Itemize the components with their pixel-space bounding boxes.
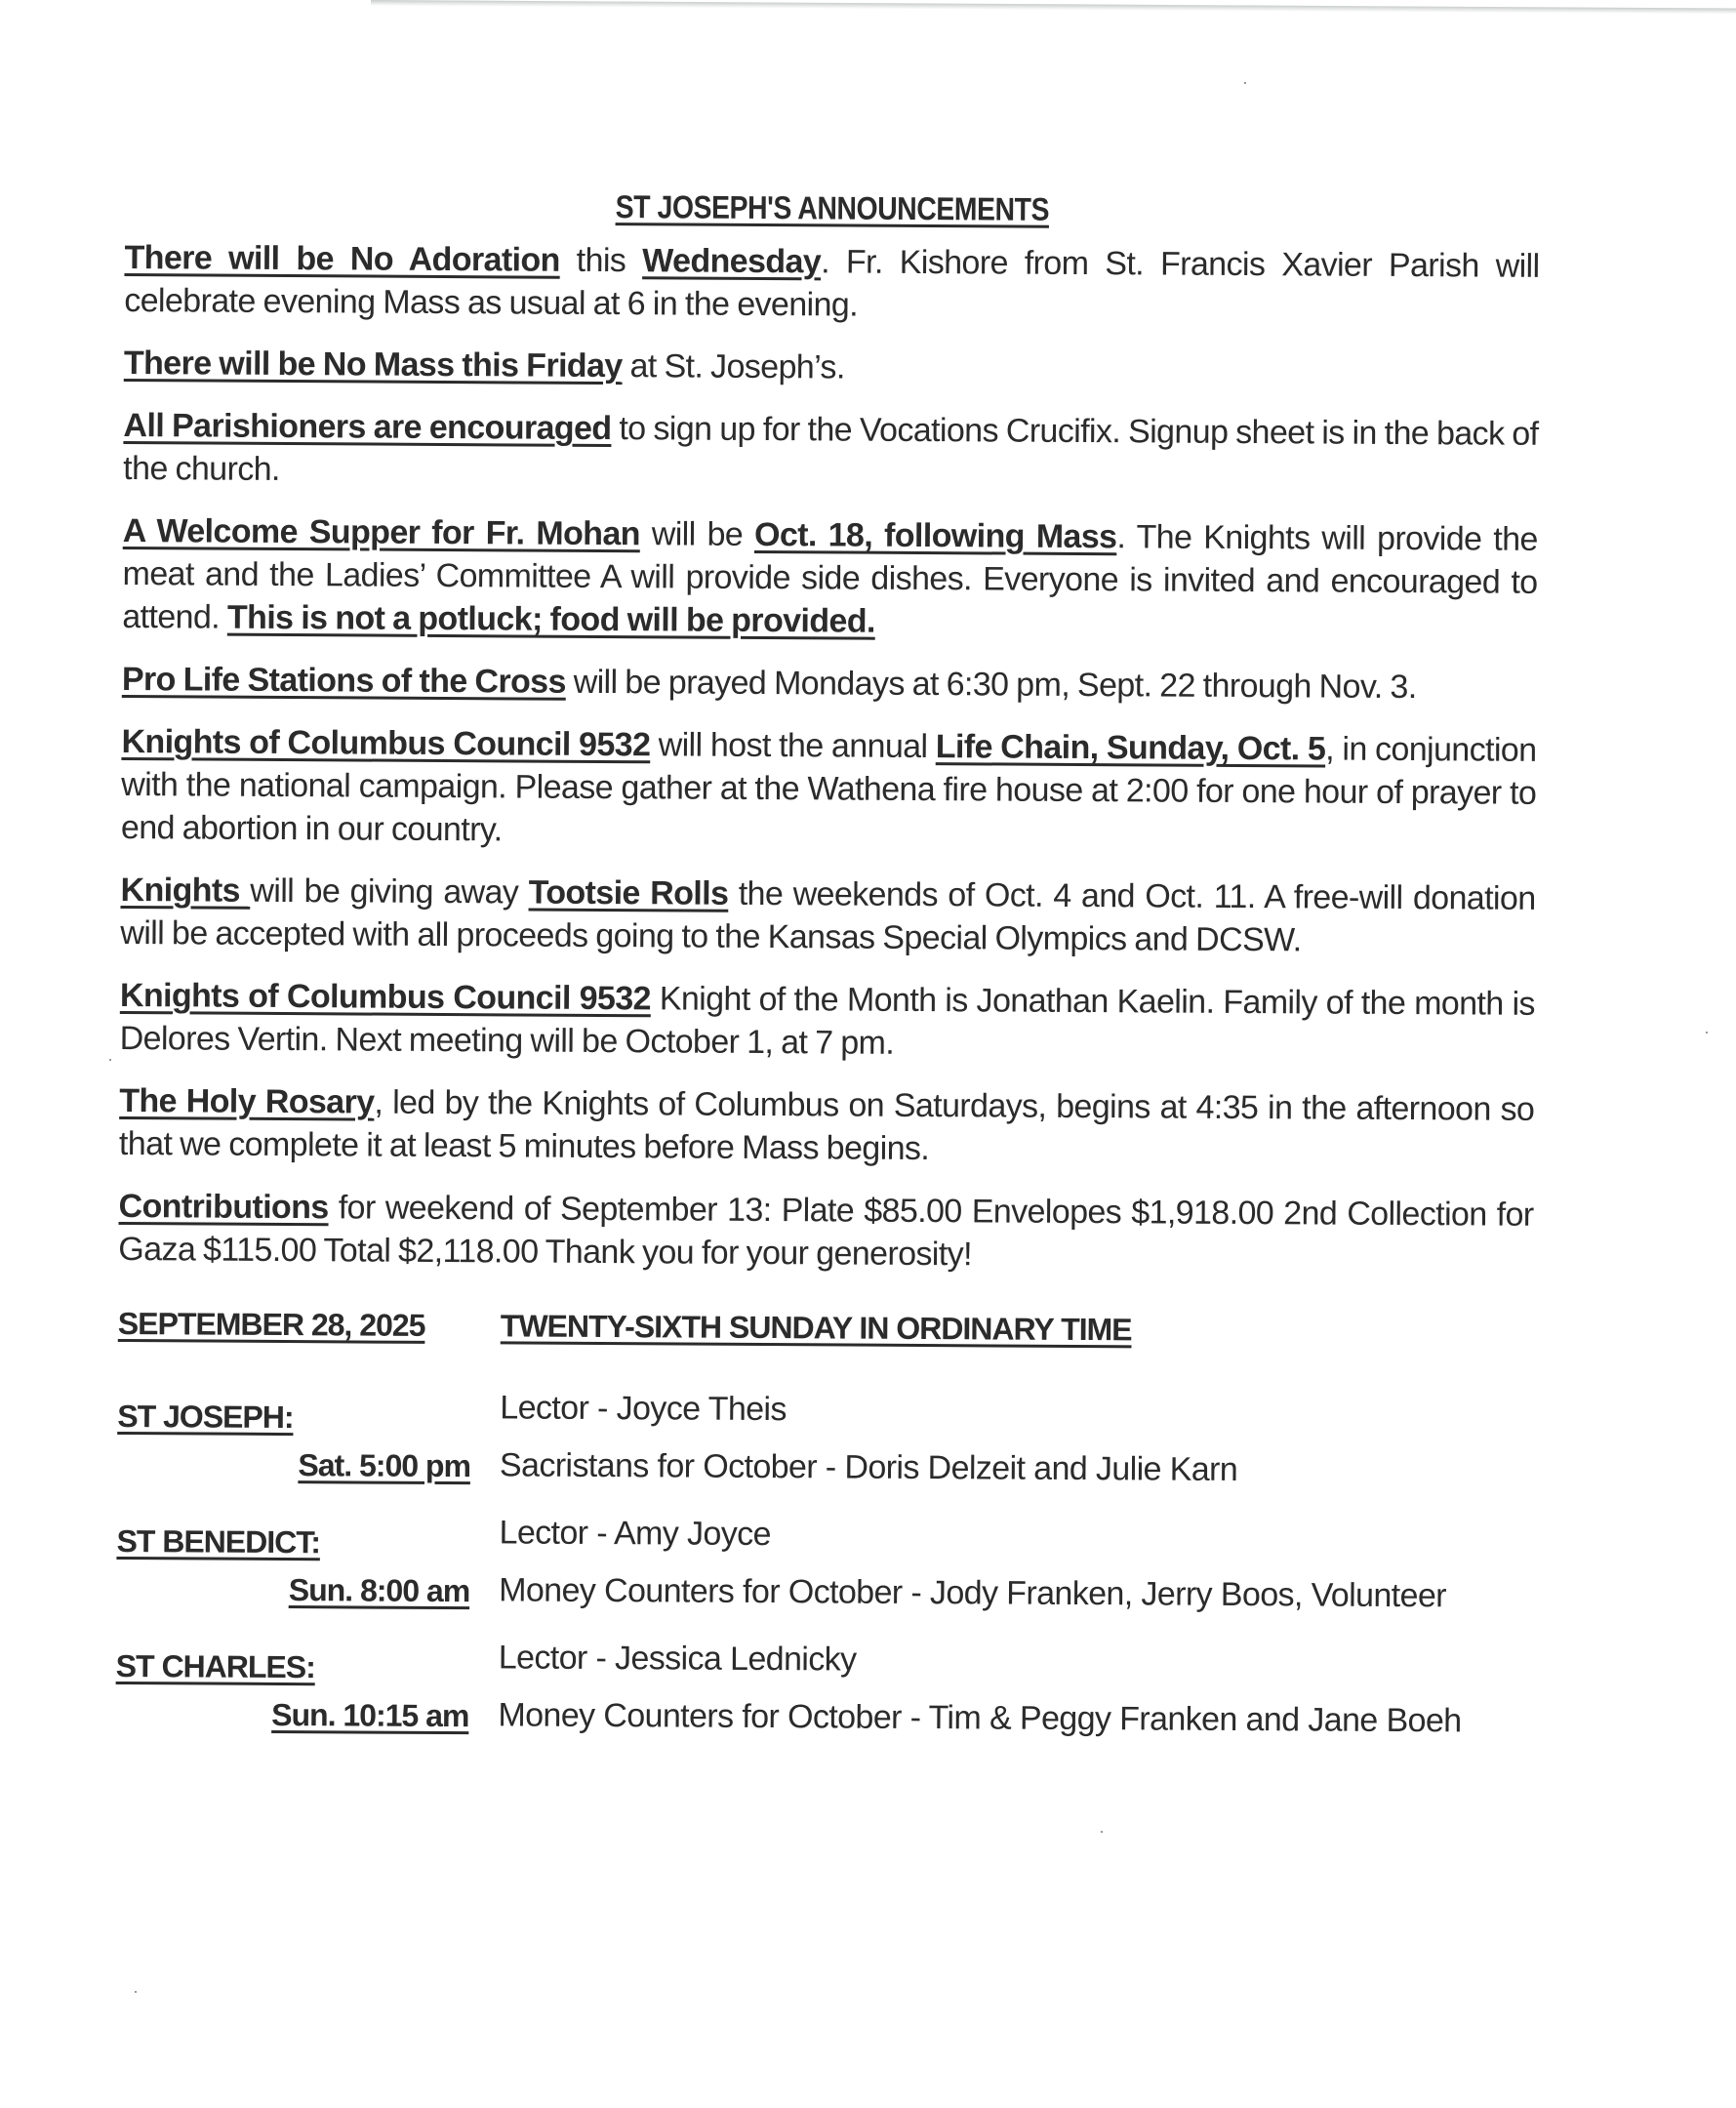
announcement-item <box>124 236 1540 331</box>
announcement-item <box>122 658 1537 709</box>
emphasized-text: This is not a potluck; food will be provided. <box>226 598 875 640</box>
announcement-text: will be <box>639 515 755 553</box>
announcement-item <box>118 1185 1534 1279</box>
announcement-text: . The Knights will provide the meat and the Ladies’ Committee A will provide side dishes. Everyone is invited and encouraged to attend. <box>122 518 1538 636</box>
church-name: ST BENEDICT: <box>116 1522 321 1561</box>
announcement-heading: There will be No Mass this Friday <box>123 344 623 385</box>
scan-speck <box>109 1059 111 1061</box>
church-block-st-charles <box>115 1639 1531 1741</box>
announcement-heading: A Welcome Supper for Fr. Mohan <box>122 511 641 553</box>
emphasized-text: Oct. 18, following Mass <box>753 515 1117 556</box>
ministry-line: Sacristans for October - Doris Delzeit and Julie Karn <box>499 1446 1238 1488</box>
announcement-item <box>123 404 1539 499</box>
announcement-text: to sign up for the Vocations Crucifix. Signup sheet is in the back of the church. <box>123 410 1539 488</box>
announcement-item <box>124 342 1539 393</box>
ministry-line: Money Counters for October - Jody Franken, Jerry Boos, Volunteer <box>499 1571 1447 1615</box>
scan-speck <box>135 1991 137 1993</box>
announcement-heading: Knights of Columbus Council 9532 <box>121 722 651 764</box>
schedule-date: SEPTEMBER 28, 2025 <box>117 1305 425 1343</box>
ministry-schedule <box>115 1306 1533 1741</box>
emphasized-text: Life Chain, Sunday, Oct. 5 <box>935 728 1326 768</box>
schedule-header <box>118 1306 1533 1351</box>
announcement-text: will be prayed Mondays at 6:30 pm, Sept. 22 through Nov. 3. <box>565 663 1417 707</box>
announcement-text: Knight of the Month is Jonathan Kaelin. Family of the month is Delores Vertin. Next meeting will be October 1, at 7 pm. <box>119 980 1536 1062</box>
ministry-line: Lector - Jessica Lednicky <box>498 1639 857 1679</box>
announcement-heading: Knights <box>120 871 251 910</box>
ministry-line: Lector - Joyce Theis <box>500 1389 787 1429</box>
announcement-page <box>115 185 1540 1772</box>
announcement-text: , led by the Knights of Columbus on Saturdays, begins at 4:35 in the afternoon so that we complete it at least 5 minutes before Mass begins. <box>118 1083 1535 1168</box>
announcement-text: . Fr. Kishore from St. Francis Xavier Parish will celebrate evening Mass as usual at 6 in the evening. <box>124 243 1540 324</box>
announcement-text: this <box>559 241 643 280</box>
scan-edge-artifact <box>371 0 1736 15</box>
announcement-item <box>122 509 1538 647</box>
church-row <box>117 1446 1532 1491</box>
announcement-heading: All Parishioners are encouraged <box>123 406 612 448</box>
mass-time: Sat. 5:00 pm <box>298 1447 471 1484</box>
announcement-heading: Contributions <box>118 1187 329 1227</box>
church-row <box>116 1639 1531 1693</box>
announcement-item <box>120 869 1536 963</box>
announcement-heading: There will be No Adoration <box>124 238 560 279</box>
announcement-text: for weekend of September 13: Plate $85.00 Envelopes $1,918.00 2nd Collection for Gaza $115.00 Total $2,118.00 Thank you for your generosity! <box>118 1189 1534 1274</box>
announcement-heading: Pro Life Stations of the Cross <box>121 660 566 701</box>
mass-time: Sun. 10:15 am <box>271 1696 469 1734</box>
church-row <box>117 1389 1532 1443</box>
page-title: ST JOSEPH'S ANNOUNCEMENTS <box>615 188 1050 227</box>
schedule-occasion: TWENTY-SIXTH SUNDAY IN ORDINARY TIME <box>500 1308 1132 1348</box>
emphasized-text: Wednesday <box>642 242 822 281</box>
church-row <box>115 1696 1530 1741</box>
ministry-line: Money Counters for October - Tim & Peggy Franken and Jane Boeh <box>498 1696 1462 1740</box>
church-row <box>116 1514 1531 1568</box>
church-name: ST CHARLES: <box>115 1647 315 1685</box>
announcement-item <box>120 974 1536 1069</box>
scan-speck <box>1244 82 1246 84</box>
announcement-heading: The Holy Rosary <box>119 1081 375 1121</box>
scan-speck <box>1101 1831 1103 1833</box>
announcement-text: , in conjunction with the national campaign. Please gather at the Wathena fire house at 2:00 for one hour of prayer to end abortion in our country. <box>120 730 1537 849</box>
mass-time: Sun. 8:00 am <box>288 1572 470 1609</box>
announcement-text: will host the annual <box>650 726 936 766</box>
announcements-list <box>118 236 1539 1279</box>
announcement-text: at St. Joseph’s. <box>622 347 845 386</box>
church-row <box>116 1571 1531 1616</box>
ministry-line: Lector - Amy Joyce <box>499 1514 771 1554</box>
announcement-item <box>119 1079 1535 1174</box>
announcement-heading: Knights of Columbus Council 9532 <box>119 976 652 1018</box>
announcement-item <box>121 720 1537 858</box>
scan-speck <box>1706 1032 1708 1034</box>
church-block-st-benedict <box>116 1514 1532 1616</box>
church-name: ST JOSEPH: <box>117 1398 294 1436</box>
emphasized-text: Tootsie Rolls <box>528 873 729 912</box>
announcement-text: the weekends of Oct. 4 and Oct. 11. A free-will donation will be accepted with all proceeds going to the Kansas Special Olympics and DCSW. <box>120 874 1536 959</box>
announcement-text: will be giving away <box>250 872 529 912</box>
church-block-st-joseph <box>117 1389 1533 1491</box>
